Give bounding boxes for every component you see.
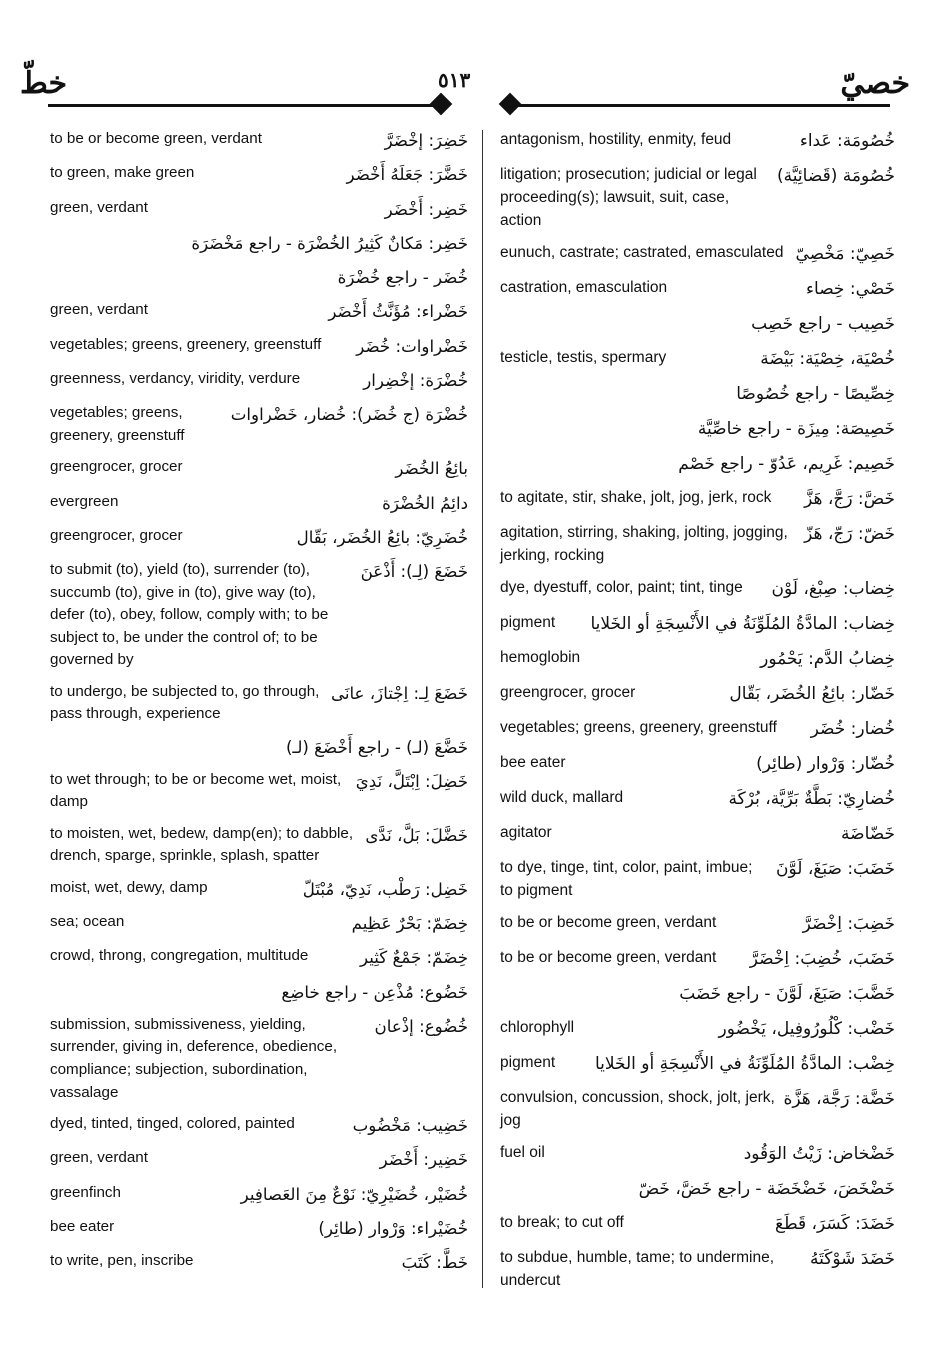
entry-arabic-headword: خُضار: خُضَر — [810, 719, 895, 739]
entry-arabic-headword: خَضْخَضَ، خَضْخَضَة - راجع خَضَّ، خَضّ — [638, 1179, 895, 1199]
dictionary-entry — [50, 231, 468, 256]
entry-arabic-headword: خَضِرَ: إخْضَرَّ — [384, 131, 468, 150]
dictionary-entry — [500, 241, 895, 267]
entry-english-definition: to be or become green, verdant — [500, 914, 717, 931]
entry-arabic-headword: خَضِر: مَكانٌ كَثِيرُ الخُضْرَة - راجع مَخْضَرَة — [191, 233, 468, 253]
dictionary-entry — [50, 769, 468, 814]
dictionary-entry — [50, 1147, 468, 1172]
entry-arabic-headword: خَضَبَ، خُضِبَ: اِخْضَرَّ — [749, 949, 895, 969]
entry-arabic-headword: خَضَّة: رَجَّة، هَزَّة — [783, 1089, 895, 1109]
dictionary-entry — [50, 1216, 468, 1241]
entry-arabic-headword: خُضْرَة (ج خُضَر): خُضار، خَضْراوات — [230, 405, 468, 425]
entry-english-definition: to break; to cut off — [500, 1214, 624, 1231]
entry-english-definition: moist, wet, dewy, damp — [50, 878, 208, 896]
entry-english-definition: greengrocer, grocer — [50, 458, 183, 476]
entry-arabic-headword: خُضَرِيّ: بائِعُ الخُضَر، بَقّال — [296, 527, 468, 547]
entry-arabic-headword: خُضَيْراء: وَرْوار (طائِر) — [318, 1218, 468, 1238]
dictionary-entry — [500, 276, 895, 302]
dictionary-entry — [500, 786, 895, 812]
dictionary-entry — [50, 162, 468, 187]
entry-english-definition: vegetables; greens, greenery, greenstuff — [50, 404, 185, 444]
entry-arabic-headword: خَضِر: أَخْضَر — [384, 199, 468, 219]
dictionary-entry — [50, 945, 468, 970]
dictionary-entry — [50, 334, 468, 359]
entry-arabic-headword: خَضّار: بائِعُ الخُضَر، بَقّال — [729, 684, 895, 704]
entry-arabic-headword: خُضَيْر، خُضَيْرِيّ: نَوْعٌ مِنَ العَصافِير — [240, 1184, 468, 1204]
dictionary-entry — [50, 735, 468, 760]
entry-arabic-headword: خَضْب: كْلُورُوفِيل، يَخْضُور — [718, 1019, 895, 1039]
dictionary-entry — [50, 823, 468, 868]
dictionary-entry — [50, 911, 468, 936]
dictionary-entry — [50, 1250, 468, 1275]
entry-english-definition: evergreen — [50, 492, 119, 510]
page-number: ٥١٣ — [438, 68, 471, 92]
entry-arabic-headword: خَضّ: رَجّ، هَزّ — [804, 524, 895, 544]
entry-english-definition: antagonism, hostility, enmity, feud — [500, 131, 732, 148]
entry-english-definition: pigment — [500, 1054, 556, 1071]
entry-english-definition: to subdue, humble, tame; to undermine, undercut — [500, 1249, 774, 1289]
dictionary-entry — [500, 1051, 895, 1077]
entry-english-definition: greengrocer, grocer — [500, 684, 636, 701]
entry-english-definition: bee eater — [50, 1217, 115, 1235]
dictionary-entry — [500, 981, 895, 1007]
entry-english-definition: green, verdant — [50, 198, 148, 216]
entry-english-definition: to be or become green, verdant — [500, 949, 717, 966]
dictionary-entry — [500, 911, 895, 937]
entry-arabic-headword: خَضْخاض: زَيْتُ الوَقُود — [743, 1144, 895, 1164]
dictionary-entry — [50, 491, 468, 516]
entry-arabic-headword: خُصُومَة (قَضائِيَّة) — [777, 166, 895, 186]
entry-english-definition: fuel oil — [500, 1144, 545, 1161]
entry-english-definition: to wet through; to be or become wet, moist, damp — [50, 770, 342, 811]
dictionary-entry — [500, 451, 895, 477]
dictionary-entry — [500, 856, 895, 902]
entry-english-definition: sea; ocean — [50, 913, 125, 931]
entry-arabic-headword: خَضَبَ: صَبَغَ، لَوَّنَ — [775, 859, 895, 879]
entry-arabic-headword: خِضَمّ: جَمْعٌ كَثِير — [360, 948, 468, 968]
entry-english-definition: vegetables; greens, greenery, greenstuff — [500, 719, 777, 736]
entry-arabic-headword: بائِعُ الخُضَر — [395, 459, 468, 479]
entry-english-definition: eunuch, castrate; castrated, emasculated — [500, 244, 784, 261]
entry-arabic-headword: خَطَّ: كَتَبَ — [401, 1253, 468, 1273]
entry-english-definition: green, verdant — [50, 1149, 148, 1167]
entry-arabic-headword: خُصْيَة، خِصْيَة: بَيْضَة — [760, 349, 895, 369]
dictionary-entry — [500, 1211, 895, 1237]
dictionary-entry — [500, 486, 895, 512]
entry-arabic-headword: خَضَدَ: كَسَرَ، قَطَعَ — [775, 1214, 895, 1234]
dictionary-entry — [500, 611, 895, 637]
entry-arabic-headword: خَضَّرَ: جَعَلَهُ أَخْضَر — [346, 165, 468, 185]
dictionary-entry — [500, 946, 895, 972]
entry-english-definition: agitator — [500, 824, 552, 841]
column-divider — [482, 130, 483, 1288]
dictionary-entry — [500, 716, 895, 742]
dictionary-entry — [500, 381, 895, 407]
entry-english-definition: convulsion, concussion, shock, jolt, jerk, jog — [500, 1089, 775, 1129]
dictionary-entry — [50, 299, 468, 324]
entry-arabic-headword: خَضَدَ شَوْكَتَهُ — [810, 1249, 895, 1269]
entry-english-definition: to be or become green, verdant — [50, 130, 262, 147]
entry-arabic-headword: خَضّاضَة — [841, 824, 895, 844]
dictionary-entry — [500, 821, 895, 847]
entry-arabic-headword: خَضَعَ لِـ: اِجْتازَ، عانَى — [330, 683, 468, 703]
entry-arabic-headword: خَصِيم: غَرِيم، عَدُوّ - راجع خَصْم — [678, 454, 895, 474]
header-rule-left — [48, 104, 433, 107]
dictionary-entry — [50, 197, 468, 222]
entry-english-definition: vegetables; greens, greenery, greenstuff — [50, 335, 322, 353]
dictionary-entry — [50, 877, 468, 902]
dictionary-entry — [50, 368, 468, 393]
dictionary-entry — [50, 525, 468, 550]
entry-english-definition: dye, dyestuff, color, paint; tint, tinge — [500, 579, 743, 596]
entry-arabic-headword: خَصِيب - راجع خَصِب — [751, 314, 895, 334]
entry-arabic-headword: خَضَّعَ (لـ) - راجع أَخْضَعَ (لـ) — [285, 737, 468, 757]
entry-arabic-headword: خُضّار: وَرْوار (طائِر) — [756, 754, 895, 774]
dictionary-entry — [500, 128, 895, 154]
entry-english-definition: greengrocer, grocer — [50, 526, 183, 544]
dictionary-entry — [500, 751, 895, 777]
dictionary-entry — [500, 163, 895, 232]
entry-arabic-headword: خِصِّيصًا - راجع خُصُوصًا — [736, 384, 895, 404]
entry-english-definition: to submit (to), yield (to), surrender (to), succumb (to), give in (to), give way (to), defer (to), obey, follow, comply with; to be subject to, be under the control of; to be governed by — [50, 561, 329, 669]
entry-arabic-headword: خَضُوع: مُذْعِن - راجع خاضِع — [281, 982, 468, 1002]
dictionary-entry — [500, 416, 895, 442]
header-rule-right — [510, 104, 890, 107]
entry-arabic-headword: خَضَّلَ: بَلَّ، نَدَّى — [365, 825, 468, 845]
entry-arabic-headword: خَصِيصَة: مِيزَة - راجع خاصِّيَّة — [697, 419, 895, 439]
dictionary-entry — [500, 576, 895, 602]
entry-english-definition: to undergo, be subjected to, go through, pass through, experience — [50, 682, 320, 723]
entry-arabic-headword: خَصْي: خِصاء — [806, 279, 895, 299]
entry-english-definition: greenfinch — [50, 1183, 121, 1201]
dictionary-entry — [50, 402, 468, 447]
entry-english-definition: bee eater — [500, 754, 566, 771]
entry-arabic-headword: خُضْرَة: إخْضِرار — [363, 371, 468, 391]
entry-english-definition: testicle, testis, spermary — [500, 349, 667, 366]
dictionary-entry — [50, 265, 468, 290]
entry-arabic-headword: خُضَر - راجع خُضْرَة — [337, 268, 468, 288]
dictionary-entry — [500, 681, 895, 707]
entry-arabic-headword: دائِمُ الخُضْرَة — [382, 493, 468, 513]
dictionary-entry — [50, 1182, 468, 1207]
entry-english-definition: submission, submissiveness, yielding, surrender, giving in, deference, obedience, compliance; subjection, subordination, vassalage — [50, 1015, 338, 1101]
entry-arabic-headword: خِضْب: المادَّةُ المُلَوِّنَةُ في الأَنْسِجَةِ أو الخَلايا — [594, 1054, 895, 1074]
entry-arabic-headword: خُصُومَة: عَداء — [799, 131, 895, 151]
dictionary-entry — [50, 559, 468, 672]
entry-english-definition: litigation; prosecution; judicial or legal proceeding(s); lawsuit, suit, case, action — [500, 166, 757, 229]
dictionary-entry — [500, 311, 895, 337]
header-guide-word-left: خطّ — [20, 66, 68, 101]
entry-arabic-headword: خِضاب: المادَّةُ المُلَوِّنَةُ في الأَنْسِجَةِ أو الخَلايا — [590, 614, 895, 634]
dictionary-entry — [500, 521, 895, 567]
entry-english-definition: wild duck, mallard — [500, 789, 624, 806]
entry-arabic-headword: خِضَمّ: بَحْرٌ عَظِيم — [351, 914, 468, 934]
dictionary-entry — [500, 1176, 895, 1202]
entry-english-definition: to write, pen, inscribe — [50, 1252, 194, 1270]
dictionary-entry — [50, 1014, 468, 1104]
entry-english-definition: to agitate, stir, shake, jolt, jog, jerk, rock — [500, 489, 772, 506]
entry-english-definition: hemoglobin — [500, 649, 581, 666]
entry-arabic-headword: خِضابُ الدَّم: يَحْمُور — [760, 649, 895, 669]
dictionary-entry — [500, 346, 895, 372]
dictionary-entry — [500, 1016, 895, 1042]
entry-english-definition: crowd, throng, congregation, multitude — [50, 947, 309, 965]
dictionary-entry — [500, 1086, 895, 1132]
entry-arabic-headword: خَضِل: رَطْب، نَدِيّ، مُبْتَلّ — [302, 879, 468, 899]
dictionary-entry — [50, 681, 468, 726]
entry-english-definition: to green, make green — [50, 164, 195, 182]
dictionary-entry — [50, 1113, 468, 1138]
entry-arabic-headword: خُضارِيّ: بَطَّةٌ بَرِّيَّة، بُرْكَة — [728, 789, 895, 809]
entry-arabic-headword: خَضَّبَ: صَبَغَ، لَوَّنَ - راجع خَضَبَ — [679, 984, 895, 1004]
dictionary-entry — [500, 646, 895, 672]
entry-english-definition: agitation, stirring, shaking, jolting, jogging, jerking, rocking — [500, 524, 788, 564]
entry-english-definition: chlorophyll — [500, 1019, 575, 1036]
entry-arabic-headword: خَضْراء: مُؤَنَّثُ أَخْضَر — [328, 302, 468, 322]
header-guide-word-right: خصيّ — [840, 66, 910, 101]
entry-arabic-headword: خُضُوع: إذْعان — [374, 1016, 468, 1036]
entry-arabic-headword: خَضِيب: مَخْضُوب — [352, 1115, 468, 1135]
entry-english-definition: to dye, tinge, tint, color, paint, imbue; to pigment — [500, 859, 753, 899]
entry-arabic-headword: خَضْراوات: خُضَر — [356, 336, 468, 356]
header-diamond-left-icon — [430, 93, 453, 116]
right-column — [500, 128, 895, 1301]
dictionary-entry — [50, 980, 468, 1005]
entry-english-definition: green, verdant — [50, 301, 148, 319]
dictionary-entry — [500, 1141, 895, 1167]
entry-english-definition: dyed, tinted, tinged, colored, painted — [50, 1114, 295, 1132]
entry-english-definition: pigment — [500, 614, 556, 631]
dictionary-entry — [50, 456, 468, 481]
entry-arabic-headword: خَصِيّ: مَخْصِيّ — [795, 244, 895, 264]
entry-english-definition: castration, emasculation — [500, 279, 668, 296]
entry-arabic-headword: خَضَعَ (لِـ): أَذْعَنَ — [360, 562, 468, 582]
dictionary-entry — [500, 1246, 895, 1292]
entry-english-definition: greenness, verdancy, viridity, verdure — [50, 370, 301, 388]
entry-arabic-headword: خِضاب: صِبْغ، لَوْن — [771, 579, 895, 599]
entry-arabic-headword: خَضِلَ: اِبْتَلَّ، نَدِيَ — [355, 771, 468, 791]
entry-english-definition: to moisten, wet, bedew, damp(en); to dabble, drench, sparge, sprinkle, splash, spatter — [50, 824, 354, 865]
entry-arabic-headword: خَضِبَ: اِخْضَرَّ — [802, 914, 895, 934]
entry-arabic-headword: خَضَّ: رَجَّ، هَزَّ — [804, 489, 895, 509]
dictionary-entry — [50, 128, 468, 153]
left-column — [50, 128, 468, 1284]
entry-arabic-headword: خَضِير: أَخْضَر — [379, 1150, 468, 1170]
